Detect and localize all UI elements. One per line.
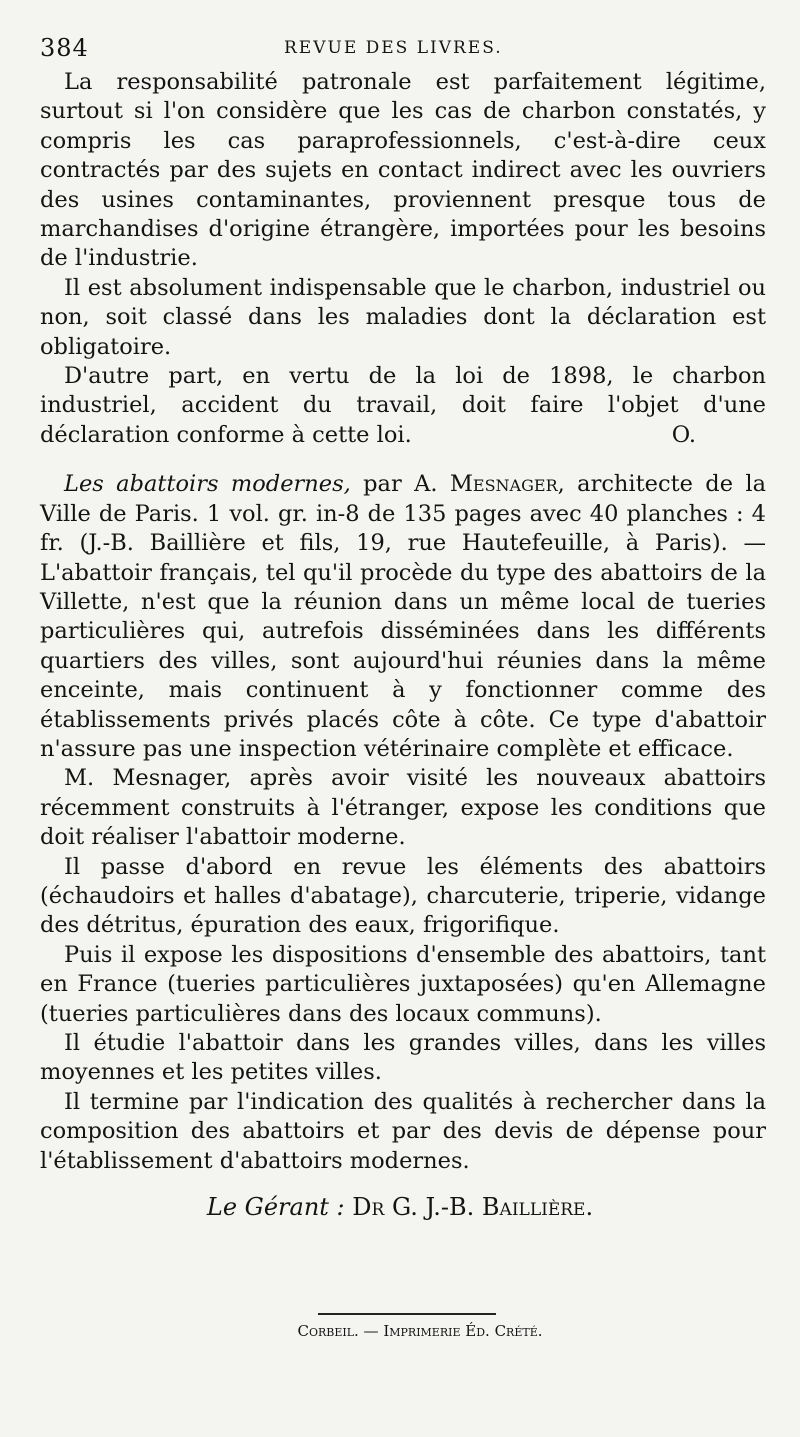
book-title: Les abattoirs modernes, (64, 471, 351, 498)
footer-rule (318, 1313, 496, 1315)
running-head (40, 34, 766, 64)
paragraph: Il passe d'abord en revue les éléments des abattoirs (échaudoirs et halles d'abatage), charcuterie, triperie, vidange des détritus, épuration des eaux, frigorifique. (40, 853, 766, 939)
paragraph: Puis il expose les dispositions d'ensemble des abattoirs, tant en France (tueries particulières juxtaposées) qu'en Allemagne (tueries particulières dans des locaux communs). (40, 941, 766, 1027)
section-break (40, 450, 766, 470)
gerant-signature (0, 1193, 800, 1221)
paragraph-text: D'autre part, en vertu de la loi de 1898, le charbon industriel, accident du travail, doit faire l'objet d'une déclaration conforme à cette loi. (40, 363, 766, 448)
gerant-name: Dr G. J.-B. Baillière. (352, 1193, 594, 1221)
book-author: Mesnager, (449, 471, 565, 498)
running-title: REVUE DES LIVRES. (284, 38, 503, 58)
page-number: 384 (40, 34, 89, 62)
body-text (40, 68, 766, 1176)
review-intro (40, 470, 766, 764)
paragraph: Il est absolument indispensable que le charbon, industriel ou non, soit classé dans les maladies dont la déclaration est obligatoire. (40, 274, 766, 360)
review-by: par A. (350, 471, 450, 498)
paragraph (40, 362, 766, 450)
author-initial: O. (671, 421, 696, 448)
paragraph: Il étudie l'abattoir dans les grandes villes, dans les villes moyennes et les petites villes. (40, 1030, 766, 1086)
printer-imprint: Corbeil. — Imprimerie Éd. Crété. (297, 1322, 543, 1340)
review-intro-text: architecte de la Ville de Paris. 1 vol. gr. in-8 de 135 pages avec 40 planches : 4 fr. (J.-B. Baillière et fils, 19, rue Hautefeuille, à Paris). — L'abattoir français, tel qu'il procède du type des abattoirs de la Villette, n'est que la réunion dans un même local de tueries particulières qui, autrefois disséminées dans les différents quartiers des villes, sont aujourd'hui réunies dans la même enceinte, mais continuent à y fonctionner comme des établissements privés placés côte à côte. Ce type d'abattoir n'assure pas une inspection vétérinaire complète et efficace. (40, 471, 767, 762)
paragraph: La responsabilité patronale est parfaitement légitime, surtout si l'on considère que les cas de charbon constatés, y compris les cas paraprofessionnels, c'est-à-dire ceux contractés par des sujets en contact indirect avec les ouvriers des usines contaminantes, proviennent presque tous de marchandises d'origine étrangère, importées pour les besoins de l'industrie. (40, 69, 766, 272)
paragraph: M. Mesnager, après avoir visité les nouveaux abattoirs récemment construits à l'étranger, expose les conditions que doit réaliser l'abattoir moderne. (40, 765, 766, 851)
paragraph: Il termine par l'indication des qualités à rechercher dans la composition des abattoirs et par des devis de dépense pour l'établissement d'abattoirs modernes. (40, 1088, 766, 1174)
gerant-label: Le Gérant : (206, 1193, 345, 1221)
book-review (40, 470, 766, 1176)
